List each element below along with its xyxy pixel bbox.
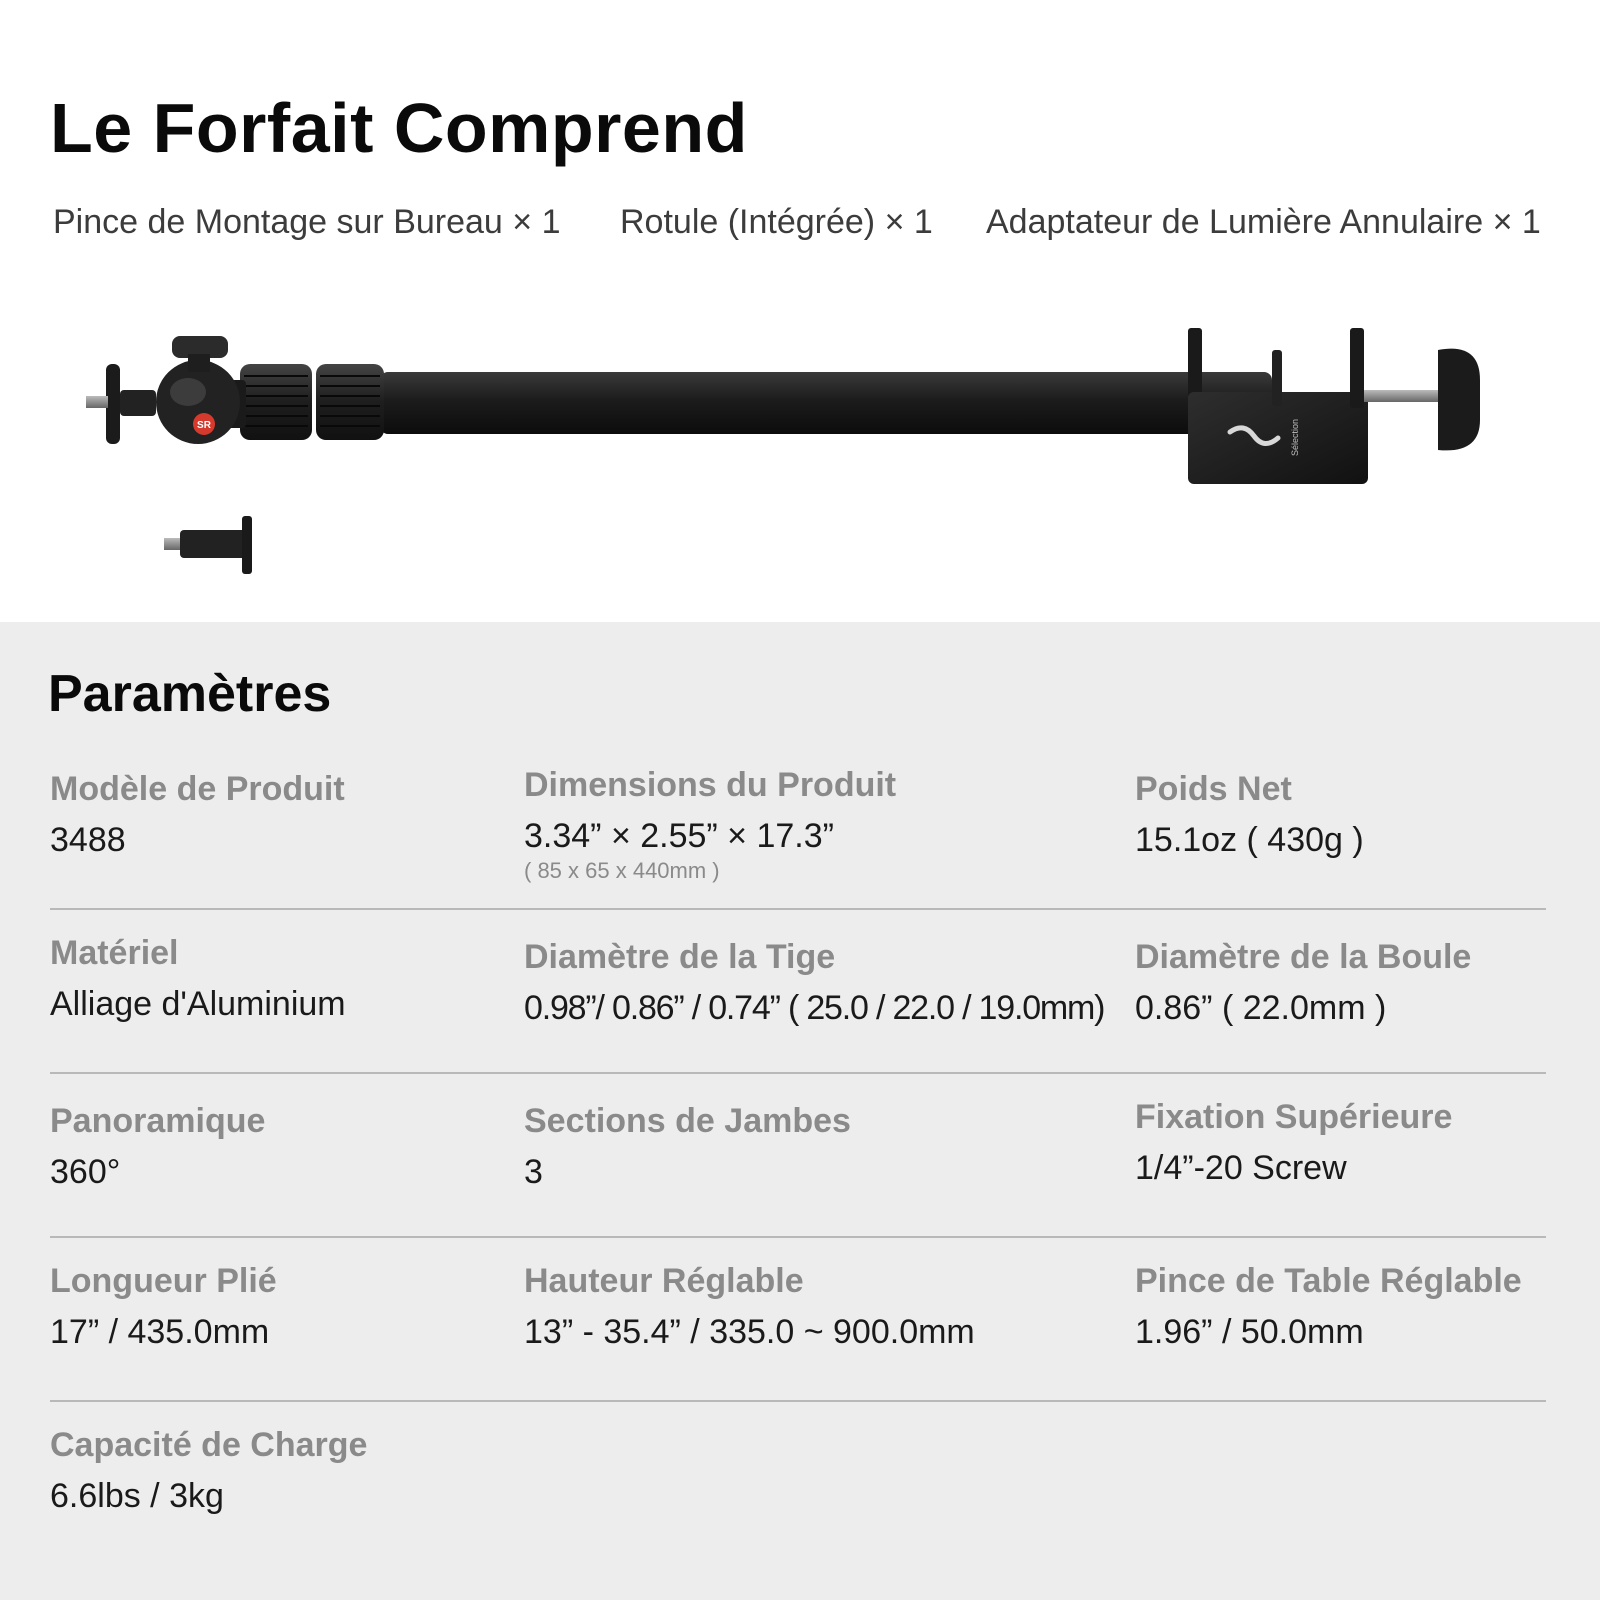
param-cell — [50, 1426, 367, 1516]
param-value: 15.1oz ( 430g ) — [1135, 821, 1364, 859]
param-row — [0, 1426, 1600, 1591]
included-item-desk-clamp: Pince de Montage sur Bureau × 1 — [53, 203, 561, 241]
param-label: Dimensions du Produit — [524, 766, 897, 804]
param-label: Matériel — [50, 934, 179, 972]
param-value: 360° — [50, 1153, 121, 1191]
param-label: Pince de Table Réglable — [1135, 1262, 1522, 1300]
param-value: 3.34” × 2.55” × 17.3” — [524, 817, 834, 855]
param-cell — [524, 1102, 851, 1192]
row-divider — [50, 1236, 1546, 1238]
parameters-section — [0, 622, 1600, 1600]
param-cell — [524, 938, 1104, 1028]
param-value: Alliage d'Aluminium — [50, 985, 346, 1023]
product-illustration — [80, 320, 1520, 600]
param-label: Capacité de Charge — [50, 1426, 368, 1464]
param-value: 1/4”-20 Screw — [1135, 1149, 1347, 1187]
param-value: 0.98”/ 0.86” / 0.74” ( 25.0 / 22.0 / 19.0mm) — [524, 989, 1105, 1027]
param-label: Panoramique — [50, 1102, 266, 1140]
param-row — [0, 766, 1600, 935]
param-value: 13” - 35.4” / 335.0 ~ 900.0mm — [524, 1313, 975, 1351]
knurled-collar — [240, 364, 312, 440]
row-divider — [50, 908, 1546, 910]
param-cell — [50, 934, 346, 1024]
param-value: 6.6lbs / 3kg — [50, 1477, 224, 1515]
param-cell — [1135, 1262, 1522, 1352]
param-value: 3 — [524, 1153, 543, 1191]
ball-head — [86, 336, 246, 444]
param-value: 1.96” / 50.0mm — [1135, 1313, 1364, 1351]
row-divider — [50, 1400, 1546, 1402]
desk-clamp — [1188, 328, 1480, 484]
param-value: 3488 — [50, 821, 126, 859]
param-row — [0, 1098, 1600, 1263]
param-label: Diamètre de la Tige — [524, 938, 836, 976]
param-cell — [1135, 1098, 1452, 1188]
param-label: Diamètre de la Boule — [1135, 938, 1472, 976]
param-cell — [524, 1262, 975, 1352]
param-value: 0.86” ( 22.0mm ) — [1135, 989, 1387, 1027]
param-cell — [1135, 770, 1364, 860]
param-row — [0, 1262, 1600, 1427]
param-label: Poids Net — [1135, 770, 1292, 808]
param-subvalue: ( 85 x 65 x 440mm ) — [524, 858, 720, 883]
param-cell — [50, 1262, 277, 1352]
included-item-ring-light-adapter: Adaptateur de Lumière Annulaire × 1 — [986, 203, 1541, 241]
param-value: 17” / 435.0mm — [50, 1313, 270, 1351]
row-divider — [50, 1072, 1546, 1074]
param-row — [0, 934, 1600, 1099]
param-label: Longueur Plié — [50, 1262, 277, 1300]
ring-light-adapter — [164, 516, 252, 574]
param-cell — [50, 770, 345, 860]
knurled-collar — [316, 364, 384, 440]
param-label: Hauteur Réglable — [524, 1262, 804, 1300]
param-label: Fixation Supérieure — [1135, 1098, 1453, 1136]
param-cell — [1135, 938, 1471, 1028]
param-label: Sections de Jambes — [524, 1102, 851, 1140]
param-cell — [524, 766, 896, 884]
param-label: Modèle de Produit — [50, 770, 345, 808]
package-title: Le Forfait Comprend — [50, 89, 748, 167]
ball-head-badge: SR — [197, 420, 211, 431]
extension-rod — [380, 372, 1272, 434]
package-contents-section — [0, 0, 1600, 622]
clamp-logo-text: Sélection — [1290, 418, 1300, 456]
parameters-title: Paramètres — [48, 665, 332, 723]
included-item-ball-head: Rotule (Intégrée) × 1 — [620, 203, 933, 241]
param-cell — [50, 1102, 265, 1192]
